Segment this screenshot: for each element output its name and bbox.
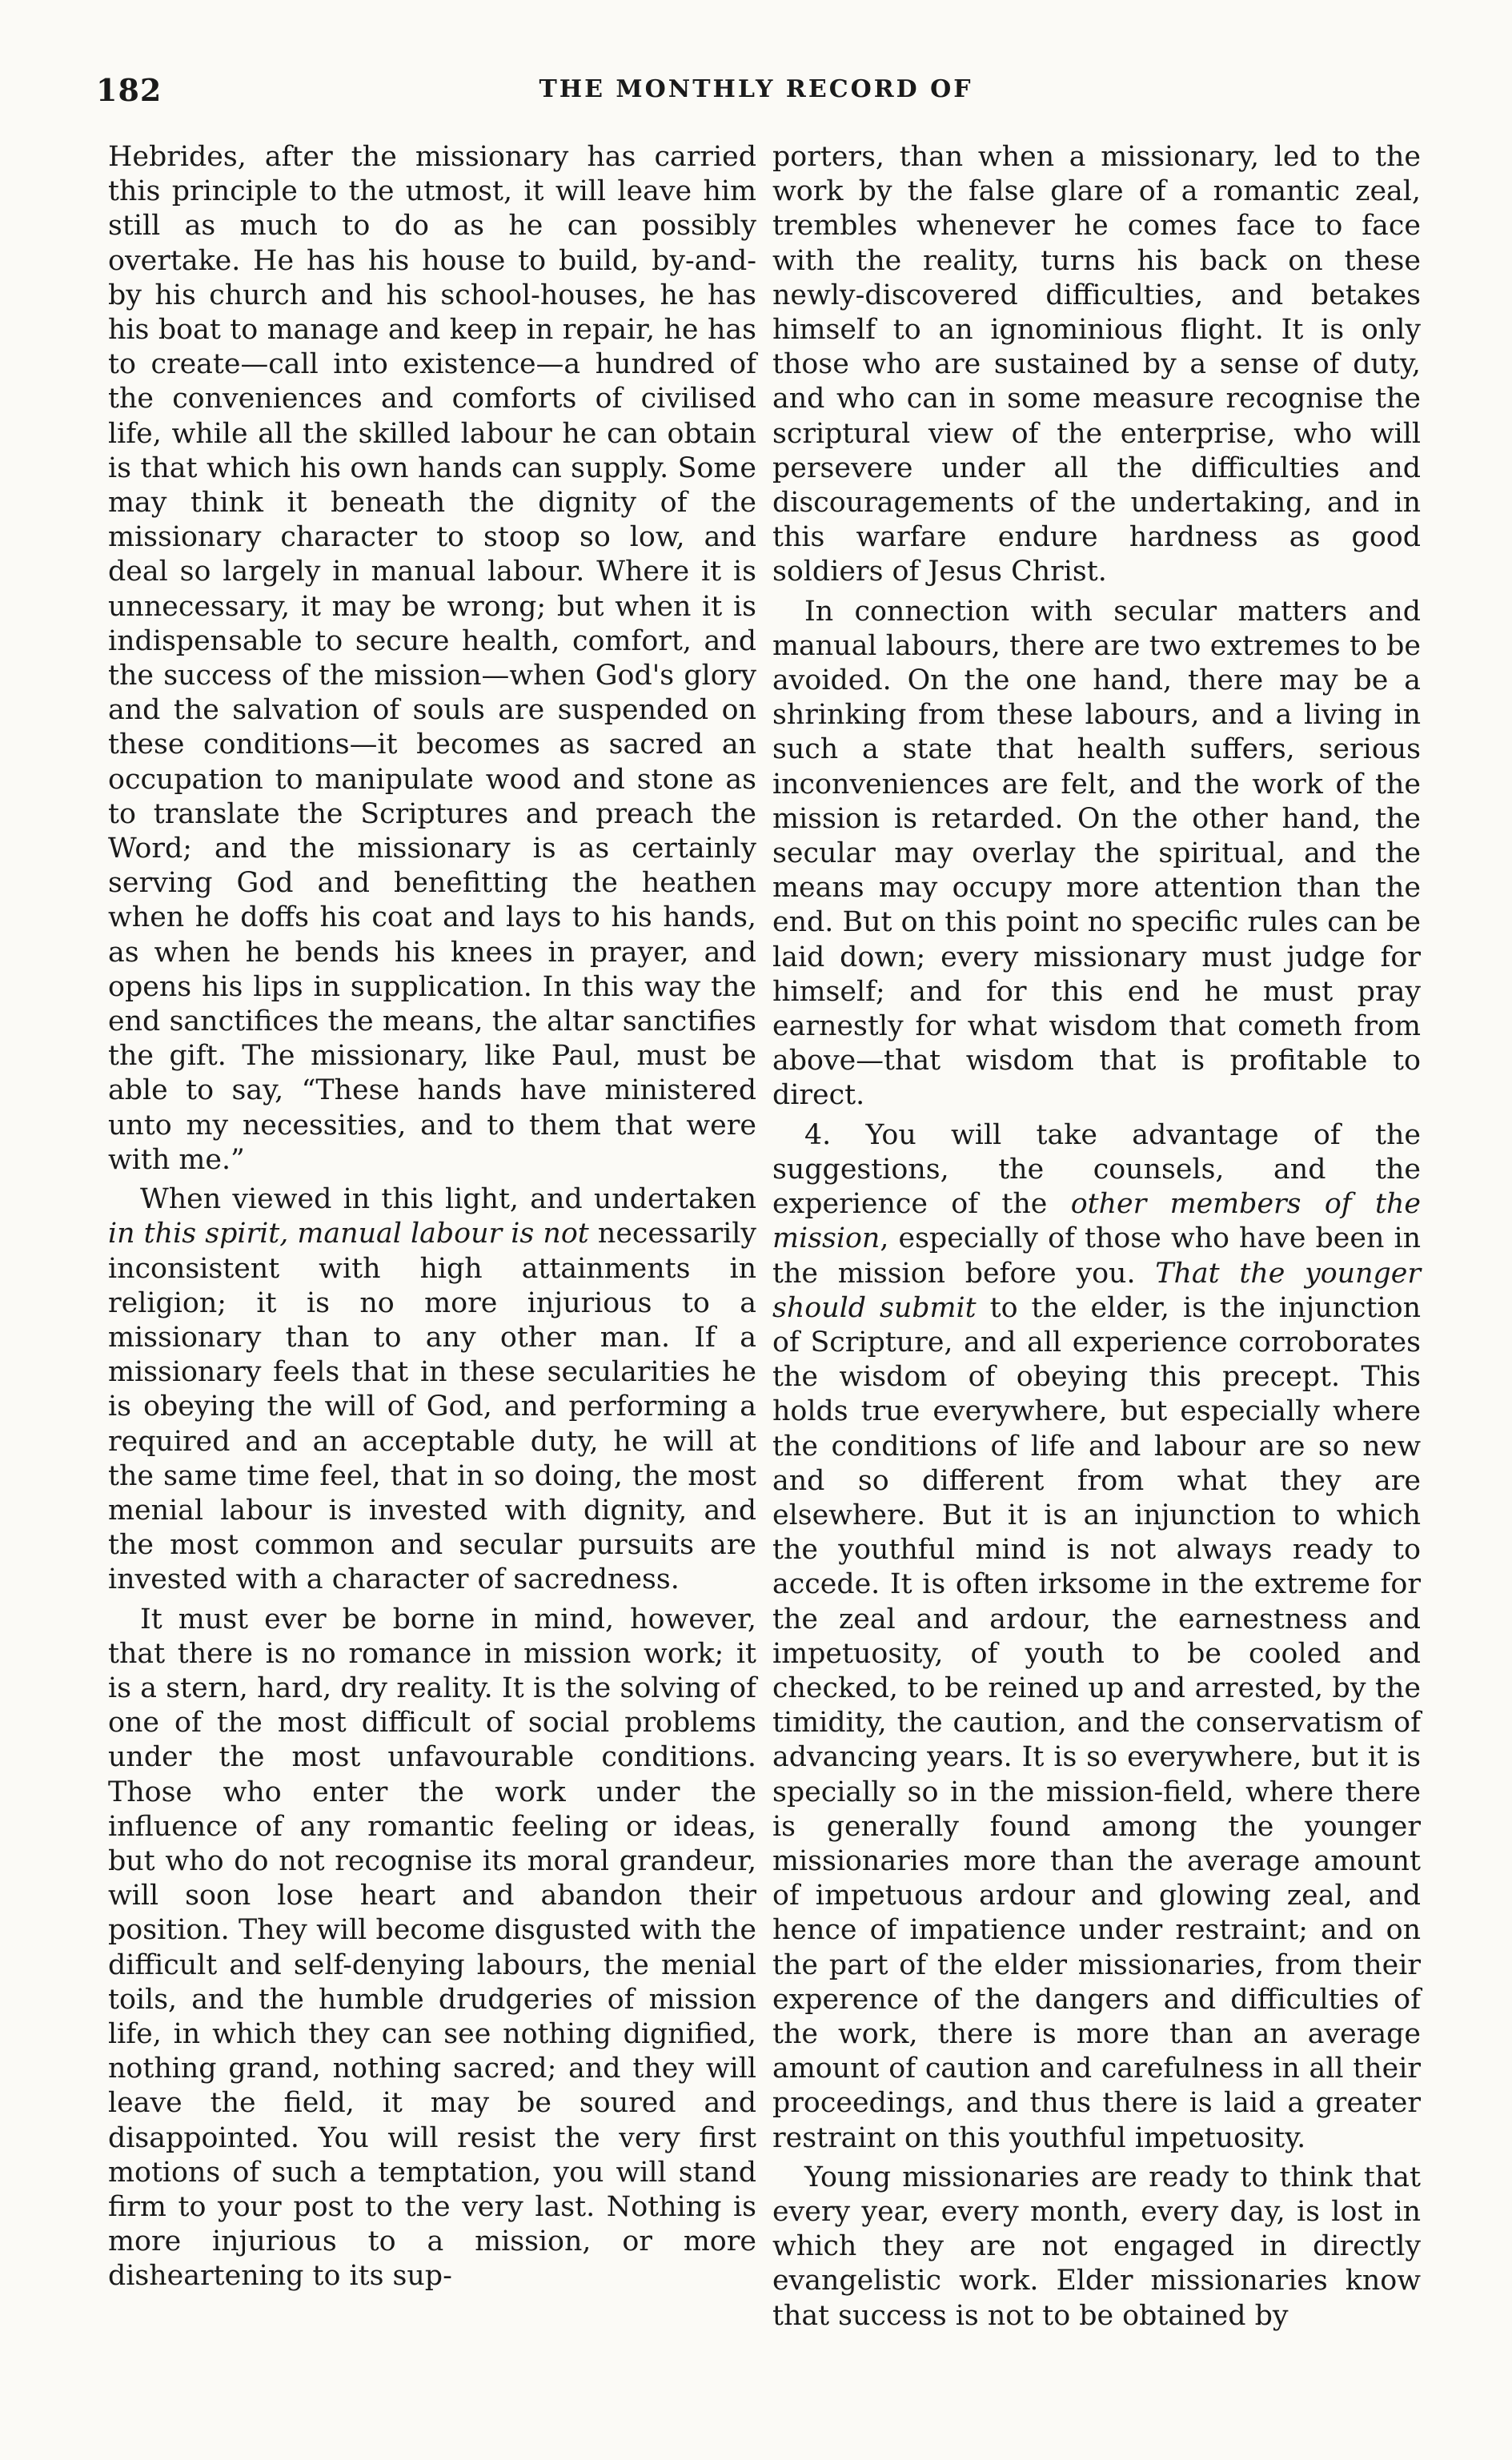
left-paragraph-3: It must ever be borne in mind, however, that there is no romance in mission work; it is a stern, hard, dry reality. It is the solving of one of the most difficult of social problems under the most unfavourable conditions. Those who enter the work under the influence of any romantic feeling or ideas, but who do not recognise its moral grandeur, will soon lose heart and abandon their position. They will become disgusted with the difficult and self-denying labours, the menial toils, and the humble drudgeries of mission life, in which they can see nothing dignified, nothing grand, nothing sacred; and they will leave the field, it may be soured and disappointed. You will resist the very first motions of such a temptation, you will stand firm to your post to the very last. Nothing is more injurious to a mission, or more disheartening to its sup- [108,1603,756,2293]
right-column [772,140,1421,2334]
left-column [108,140,756,2294]
left-paragraph-2-italic: in this spirit, manual labour is not [108,1218,589,1250]
right-paragraph-3-rest: to the elder, is the injunction of Scripture, and all experience corroborates the wisdom of obeying this precept. This holds true everywhere, but especially where the conditions of life and labour are so new and so different from what they are elsewhere. But it is an injunction to which the youthful mind is not always ready to accede. It is often irksome in the extreme for the zeal and ardour, the earnestness and impetuosity, of youth to be cooled and checked, to be reined up and arrested, by the timidity, the caution, and the conservatism of advancing years. It is so everywhere, but it is specially so in the mission-field, where there is generally found among the younger missionaries more than the average amount of impetuous ardour and glowing zeal, and hence of impatience under restraint; and on the part of the elder missionaries, from their experence of the dangers and difficulties of the work, there is more than an average amount of caution and carefulness in all their proceedings, and thus there is laid a greater restraint on this youthful impetuosity. [772,1291,1421,2154]
page-header [96,72,1416,120]
left-paragraph-1: Hebrides, after the missionary has carried this principle to the utmost, it will leave him still as much to do as he can possibly overtake. He has his house to build, by-and-by his church and his school-houses, he has his boat to manage and keep in repair, he has to create—call into existence—a hundred of the conveniences and comforts of civilised life, while all the skilled labour he can obtain is that which his own hands can supply. Some may think it beneath the dignity of the missionary character to stoop so low, and deal so largely in manual labour. Where it is unnecessary, it may be wrong; but when it is indispensable to secure health, comfort, and the success of the mission—when God's glory and the salvation of souls are suspended on these conditions—it becomes as sacred an occupation to manipulate wood and stone as to translate the Scriptures and preach the Word; and the missionary is as certainly serving God and benefitting the heathen when he doffs his coat and lays to his hands, as when he bends his knees in prayer, and opens his lips in supplication. In this way the end sanctifices the means, the altar sanctifies the gift. The missionary, like Paul, must be able to say, “These hands have ministered unto my necessities, and to them that were with me.” [108,141,756,1176]
right-paragraph-3-mid: , especially of those who have been in the mission before you. [772,1222,1421,1290]
left-paragraph-2-rest: necessarily inconsistent with high attainments in religion; it is no more injurious to a missionary than to any other man. If a missionary feels that in these secularities he is obeying the will of God, and performing a required and an acceptable duty, he will at the same time feel, that in so doing, the most menial labour is invested with dignity, and the most common and secular pursuits are invested with a character of sacredness. [108,1218,757,1596]
left-paragraph-2 [108,1182,756,1597]
page-number: 182 [96,72,162,108]
right-paragraph-3-italic-2: That the younger should submit [772,1257,1422,1324]
right-paragraph-4: Young missionaries are ready to think that every year, every month, every day, is lost in which they are not engaged in directly evangelistic work. Elder missionaries know that success is not to be obtained by [772,2161,1421,2332]
right-paragraph-3 [772,1118,1421,2156]
right-paragraph-3-start: 4. You will take advantage of the suggestions, the counsels, and the experience of the [772,1118,1421,1221]
left-paragraph-2-start: When viewed in this light, and undertaken [140,1183,756,1216]
right-paragraph-3-italic-1: other members of the mission [772,1188,1421,1255]
right-paragraph-1: porters, than when a missionary, led to the work by the false glare of a romantic zeal, trembles whenever he comes face to face with the reality, turns his back on these newly-discovered difficulties, and betakes himself to an ignominious flight. It is only those who are sustained by a sense of duty, and who can in some measure recognise the scriptural view of the enterprise, who will persevere under all the difficulties and discouragements of the undertaking, and in this warfare endure hardness as good soldiers of Jesus Christ. [772,141,1421,588]
right-paragraph-2: In connection with secular matters and manual labours, there are two extremes to be avoided. On the one hand, there may be a shrinking from these labours, and a living in such a state that health suffers, serious inconveniences are felt, and the work of the mission is retarded. On the other hand, the secular may overlay the spiritual, and the means may occupy more attention than the end. But on this point no specific rules can be laid down; every missionary must judge for himself; and for this end he must pray earnestly for what wisdom that cometh from above—that wisdom that is profitable to direct. [772,595,1421,1112]
running-title: THE MONTHLY RECORD OF [539,75,973,103]
